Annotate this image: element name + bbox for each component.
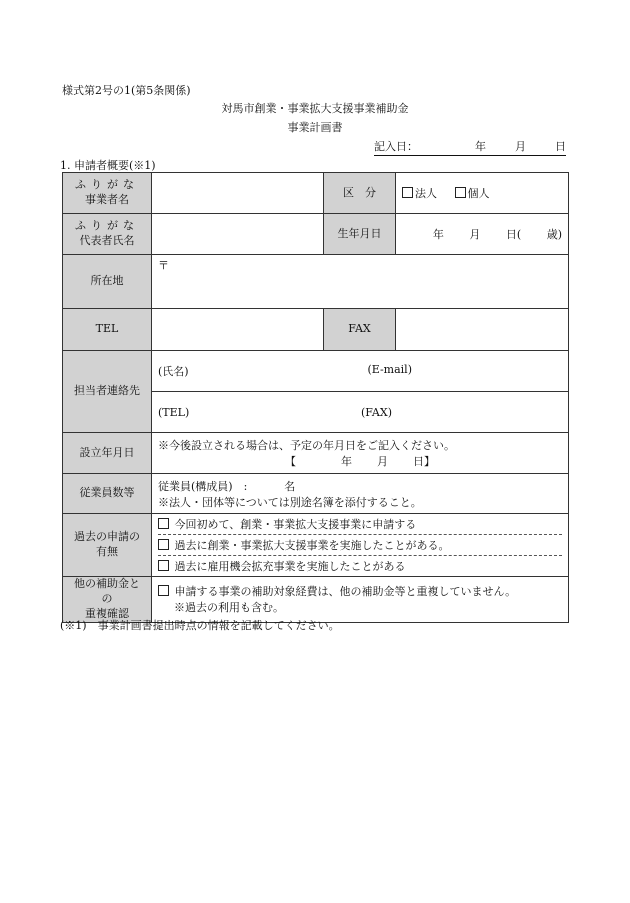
document-title: 対馬市創業・事業拡大支援事業補助金 bbox=[221, 102, 409, 115]
fax-label: FAX bbox=[324, 309, 396, 351]
table-row bbox=[63, 173, 569, 214]
checkbox-no-overlap[interactable] bbox=[158, 585, 169, 596]
section-title: 1. 申請者概要(※1) bbox=[60, 159, 156, 172]
entry-date-label: 記入日： bbox=[374, 140, 418, 153]
table-row bbox=[63, 214, 569, 255]
past-option-expansion[interactable] bbox=[158, 535, 562, 556]
employees-count-line bbox=[158, 478, 562, 494]
subsidy-overlap-label-1: 他の補助金との bbox=[74, 577, 140, 605]
past-option-first-label: 今回初めて、創業・事業拡大支援事業に申請する bbox=[174, 518, 417, 531]
fax-field[interactable] bbox=[396, 309, 569, 351]
est-month: 月 bbox=[377, 455, 388, 468]
document-subtitle: 事業計画書 bbox=[287, 121, 343, 134]
table-row bbox=[63, 309, 569, 351]
past-option-expansion-label: 過去に創業・事業拡大支援事業を実施したことがある。 bbox=[174, 539, 450, 552]
est-year: 年 bbox=[341, 455, 352, 468]
entry-month: 月 bbox=[515, 140, 526, 153]
checkbox-individual[interactable] bbox=[455, 187, 466, 198]
employees-note: ※法人・団体等については別途名簿を添付すること。 bbox=[158, 495, 422, 509]
employees-label: 従業員数等 bbox=[63, 474, 152, 514]
checkbox-corporation[interactable] bbox=[402, 187, 413, 198]
birth-day: 日( bbox=[505, 228, 522, 241]
establishment-note: ※今後設立される場合は、予定の年月日をご記入ください。 bbox=[158, 439, 455, 452]
checkbox-first-time[interactable] bbox=[158, 518, 169, 529]
contact-tel-field[interactable] bbox=[152, 392, 569, 433]
birth-month: 月 bbox=[469, 228, 481, 241]
est-day: 日】 bbox=[413, 455, 435, 468]
business-name-field[interactable] bbox=[152, 173, 324, 214]
contact-fax-label: (FAX) bbox=[360, 405, 392, 419]
subsidy-overlap-label-2: 重複確認 bbox=[85, 606, 129, 620]
address-field[interactable] bbox=[152, 255, 569, 309]
birth-age: 歳) bbox=[546, 228, 562, 241]
past-option-employment-label: 過去に雇用機会拡充事業を実施したことがある bbox=[174, 560, 406, 573]
employees-field[interactable] bbox=[152, 474, 569, 514]
option-corporation-label: 法人 bbox=[415, 187, 437, 200]
tel-label: TEL bbox=[63, 309, 152, 351]
tel-field[interactable] bbox=[152, 309, 324, 351]
table-row bbox=[63, 351, 569, 392]
applicant-table bbox=[62, 172, 569, 623]
business-name-label bbox=[63, 173, 152, 214]
postal-mark: 〒 bbox=[158, 259, 169, 272]
past-application-field bbox=[152, 514, 569, 577]
option-individual-label: 個人 bbox=[467, 187, 490, 200]
address-label: 所在地 bbox=[63, 255, 152, 309]
representative-label bbox=[63, 214, 152, 255]
option-individual[interactable] bbox=[455, 185, 490, 201]
table-row bbox=[63, 255, 569, 309]
subsidy-overlap-note: ※過去の利用も含む。 bbox=[174, 601, 284, 615]
subsidy-overlap-text: 申請する事業の補助対象経費は、他の補助金等と重複していません。 bbox=[174, 585, 517, 599]
birth-label: 生年月日 bbox=[324, 214, 396, 255]
business-name-kana: ふりがな bbox=[75, 178, 139, 192]
contact-name-field[interactable] bbox=[152, 351, 569, 392]
division-field bbox=[396, 173, 569, 214]
footnote: (※1) 事業計画書提出時点の情報を記載してください。 bbox=[60, 619, 340, 632]
employees-unit: 名 bbox=[284, 479, 296, 493]
table-row bbox=[63, 433, 569, 474]
checkbox-past-expansion[interactable] bbox=[158, 539, 169, 550]
subsidy-overlap-field bbox=[152, 577, 569, 623]
establishment-field[interactable] bbox=[152, 433, 569, 474]
contact-tel-label: (TEL) bbox=[158, 405, 190, 419]
past-application-label-2: 有無 bbox=[96, 545, 118, 558]
representative-kana: ふりがな bbox=[75, 219, 139, 233]
past-option-first[interactable] bbox=[158, 514, 562, 535]
past-application-label-1: 過去の申請の bbox=[74, 530, 140, 544]
division-label: 区 分 bbox=[324, 173, 396, 214]
entry-year: 年 bbox=[475, 140, 486, 153]
table-row bbox=[63, 474, 569, 514]
employees-count-label: 従業員(構成員) : bbox=[158, 479, 248, 493]
establishment-date bbox=[158, 453, 562, 469]
representative-text: 代表者氏名 bbox=[79, 234, 135, 247]
birth-year: 年 bbox=[432, 228, 444, 241]
birth-field[interactable] bbox=[396, 214, 569, 255]
establishment-label: 設立年月日 bbox=[63, 433, 152, 474]
business-name-text: 事業者名 bbox=[85, 193, 129, 206]
representative-field[interactable] bbox=[152, 214, 324, 255]
subsidy-overlap-confirm[interactable] bbox=[158, 583, 562, 599]
entry-date bbox=[374, 138, 566, 156]
bracket-open: 【 bbox=[285, 455, 296, 468]
past-option-employment[interactable] bbox=[158, 556, 562, 576]
table-row bbox=[63, 514, 569, 577]
table-row bbox=[63, 577, 569, 623]
form-number: 様式第2号の1(第5条関係) bbox=[62, 84, 191, 97]
past-application-label bbox=[63, 514, 152, 577]
subsidy-overlap-label bbox=[63, 577, 152, 623]
contact-email-label: (E-mail) bbox=[367, 363, 412, 376]
contact-label: 担当者連絡先 bbox=[63, 351, 152, 433]
contact-name-label: (氏名) bbox=[158, 365, 189, 378]
option-corporation[interactable] bbox=[402, 185, 437, 201]
checkbox-past-employment[interactable] bbox=[158, 560, 169, 571]
entry-day: 日 bbox=[555, 140, 566, 153]
